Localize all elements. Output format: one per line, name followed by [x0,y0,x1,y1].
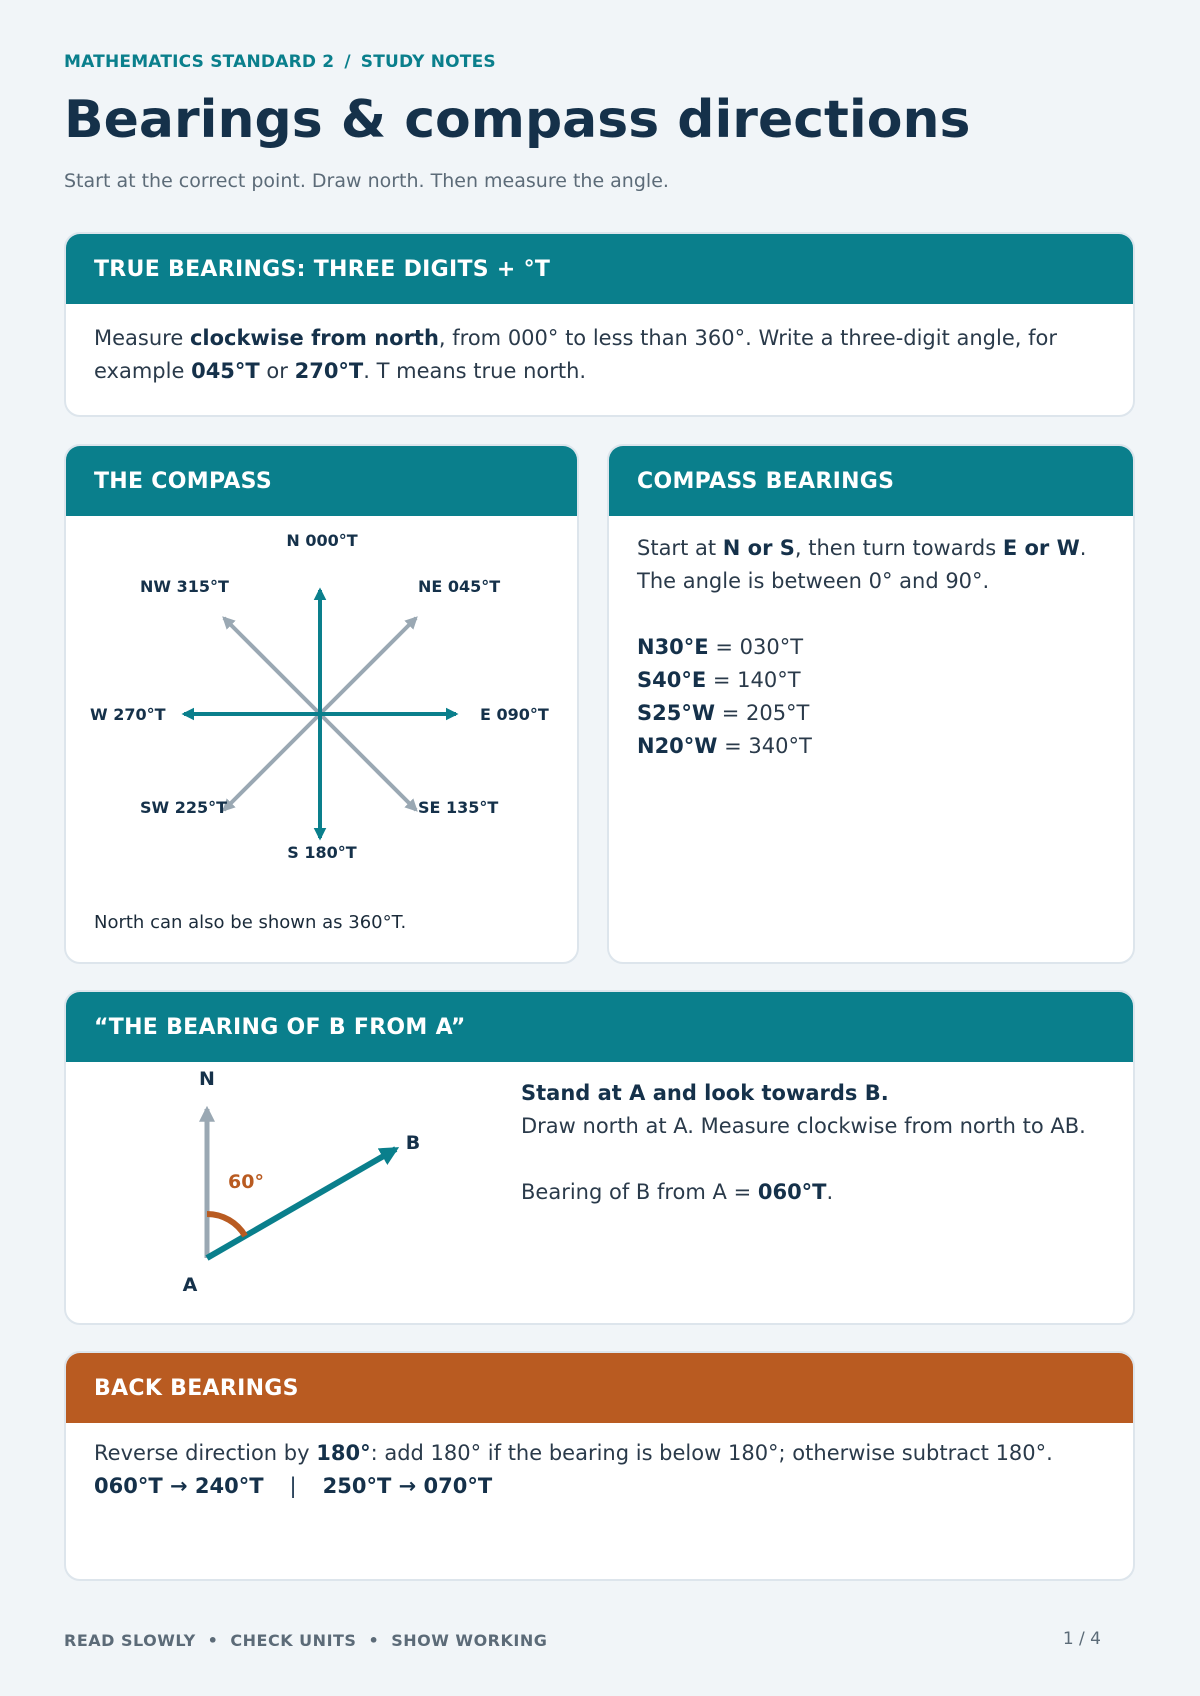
angle-label: 60° [228,1171,264,1193]
angle-arc [207,1214,245,1236]
bearing-from-instruction: Draw north at A. Measure clockwise from north to AB. [521,1114,1086,1138]
southwest-arrow [224,714,320,810]
page-number: 1 / 4 [1062,1629,1101,1649]
bearing-from-card [64,990,1135,1325]
compass-bearings-intro: Start at N or S, then turn towards E or W. The angle is between 0° and 90°. [637,536,1087,593]
page-title: Bearings & compass directions [64,90,971,150]
label-north: N 000°T [286,531,358,550]
north-label: N [199,1068,215,1090]
northwest-arrow [224,618,320,714]
bearing-from-heading: “THE BEARING OF B FROM A” [66,992,1133,1062]
breadcrumb [64,52,496,72]
back-bearings-examples: 060°T → 240°T | 250°T → 070°T [94,1474,493,1498]
breadcrumb-course: MATHEMATICS STANDARD 2 [64,52,335,72]
example-row: N20°W = 340°T [637,734,812,758]
true-bearings-text: Measure clockwise from north, from 000° to less than 360°. Write a three-digit angle, for example 045°T or 270°T. T means true north. [94,326,1057,383]
label-southwest: SW 225°T [140,798,228,817]
label-southeast: SE 135°T [418,798,499,817]
breadcrumb-section: STUDY NOTES [360,52,496,72]
bearing-from-lead: Stand at A and look towards B. [521,1081,889,1105]
footer-tip: SHOW WORKING [391,1631,548,1650]
compass-rose-diagram [66,516,577,896]
point-a-label: A [182,1274,198,1296]
label-east: E 090°T [480,705,549,724]
true-bearings-heading: TRUE BEARINGS: THREE DIGITS + °T [66,234,1133,304]
bearing-line-ab [207,1149,396,1258]
point-b-label: B [405,1132,421,1154]
back-bearings-card [64,1351,1135,1581]
label-northeast: NE 045°T [418,577,501,596]
footer-tips: READ SLOWLY • CHECK UNITS • SHOW WORKING [64,1631,548,1650]
compass-heading: THE COMPASS [66,446,577,516]
compass-bearing-examples [637,631,1105,763]
example-row: S40°E = 140°T [637,668,801,692]
southeast-arrow [320,714,416,810]
example-row: N30°E = 030°T [637,635,804,659]
bearing-diagram [66,1062,506,1322]
footer-tip: READ SLOWLY [64,1631,196,1650]
northeast-arrow [320,618,416,714]
breadcrumb-separator: / [344,52,351,72]
compass-bearings-heading: COMPASS BEARINGS [609,446,1133,516]
compass-bearings-card [607,444,1135,964]
true-bearings-card [64,232,1135,417]
back-bearings-rule: Reverse direction by 180°: add 180° if the bearing is below 180°; otherwise subtract 180°. [94,1441,1053,1465]
label-northwest: NW 315°T [140,577,229,596]
compass-card [64,444,579,964]
label-south: S 180°T [287,843,357,862]
bearing-from-result: Bearing of B from A = 060°T. [521,1180,834,1204]
compass-bearings-text [609,516,1133,763]
bearing-from-explanation [521,1077,1111,1209]
back-bearings-text [66,1423,1133,1503]
back-bearings-heading: BACK BEARINGS [66,1353,1133,1423]
compass-note: North can also be shown as 360°T. [94,912,407,933]
example-row: S25°W = 205°T [637,701,810,725]
page-subtitle: Start at the correct point. Draw north. Then measure the angle. [64,170,669,192]
label-west: W 270°T [90,705,166,724]
footer-tip: CHECK UNITS [230,1631,357,1650]
